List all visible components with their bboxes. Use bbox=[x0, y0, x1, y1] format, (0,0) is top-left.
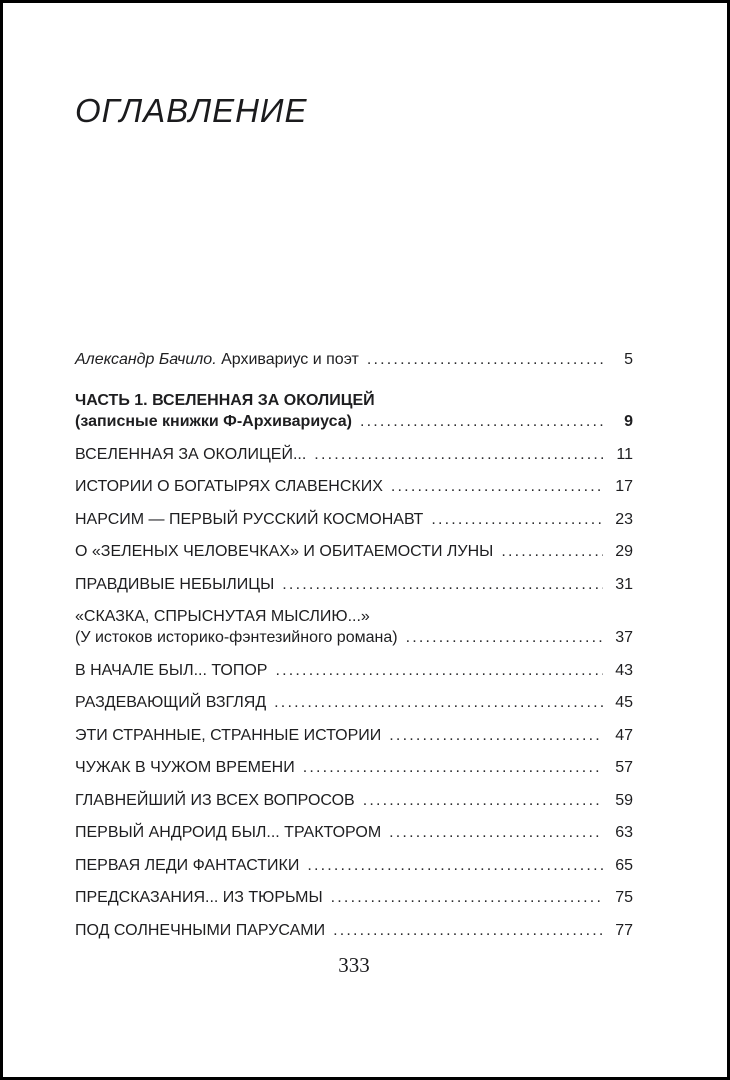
toc-entry-line bbox=[75, 390, 633, 411]
toc-entry-page-number: 77 bbox=[615, 921, 633, 939]
toc-entry-subtitle: Архивариус и поэт bbox=[216, 351, 359, 368]
dotted-leader bbox=[431, 509, 603, 530]
toc-entry-page-number: 17 bbox=[615, 478, 633, 495]
dotted-leader bbox=[501, 541, 603, 562]
toc-entry-title: ЭТИ СТРАННЫЕ, СТРАННЫЕ ИСТОРИИ bbox=[75, 726, 382, 744]
dotted-leader bbox=[367, 349, 603, 370]
toc-entry-line bbox=[75, 660, 633, 681]
toc-entry-line bbox=[75, 920, 633, 941]
toc-entry bbox=[75, 692, 633, 713]
toc-entry-page-number: 45 bbox=[615, 694, 633, 711]
toc-entry-title: ВСЕЛЕННАЯ ЗА ОКОЛИЦЕЙ... bbox=[75, 445, 307, 463]
content-column bbox=[75, 3, 633, 978]
toc-entry-line bbox=[75, 476, 633, 497]
toc-entry-line bbox=[75, 574, 633, 595]
dotted-leader bbox=[275, 660, 603, 681]
toc-entry-author: Александр Бачило. bbox=[75, 351, 217, 368]
toc-entry-title: ЧАСТЬ 1. ВСЕЛЕННАЯ ЗА ОКОЛИЦЕЙ bbox=[75, 392, 375, 409]
dotted-leader bbox=[406, 627, 603, 648]
toc-entry bbox=[75, 444, 633, 465]
dotted-leader bbox=[314, 444, 603, 465]
toc-entry-title: ИСТОРИИ О БОГАТЫРЯХ СЛАВЕНСКИХ bbox=[75, 478, 383, 495]
toc-entry bbox=[75, 660, 633, 681]
toc-entry-page-number: 23 bbox=[615, 510, 633, 528]
dotted-leader bbox=[303, 757, 603, 778]
dotted-leader bbox=[389, 725, 603, 746]
page-number: 333 bbox=[338, 952, 370, 977]
dotted-leader bbox=[363, 790, 603, 811]
toc-entry-page-number: 9 bbox=[624, 413, 633, 430]
toc-entry-title: НАРСИМ — ПЕРВЫЙ РУССКИЙ КОСМОНАВТ bbox=[75, 510, 424, 528]
toc-entry-title: РАЗДЕВАЮЩИЙ ВЗГЛЯД bbox=[75, 694, 267, 711]
dotted-leader bbox=[282, 574, 603, 595]
dotted-leader bbox=[274, 692, 603, 713]
page-title: ОГЛАВЛЕНИЕ bbox=[75, 92, 308, 129]
toc-entry-line bbox=[75, 349, 633, 370]
toc-entry bbox=[75, 541, 633, 562]
toc-entry-title: ПОД СОЛНЕЧНЫМИ ПАРУСАМИ bbox=[75, 921, 326, 939]
dotted-leader bbox=[333, 920, 603, 941]
dotted-leader bbox=[389, 822, 603, 843]
dotted-leader bbox=[360, 411, 603, 432]
toc-entry-title: ЧУЖАК В ЧУЖОМ ВРЕМЕНИ bbox=[75, 759, 295, 776]
toc-entry-page-number: 31 bbox=[615, 575, 633, 593]
toc-entry-title: ПРАВДИВЫЕ НЕБЫЛИЦЫ bbox=[75, 575, 275, 593]
toc-entry-page-number: 37 bbox=[615, 629, 633, 646]
toc-entry bbox=[75, 606, 633, 648]
toc-entry bbox=[75, 920, 633, 941]
toc-entry-line bbox=[75, 790, 633, 811]
toc-entry-line bbox=[75, 725, 633, 746]
toc-entry bbox=[75, 725, 633, 746]
toc-entry-line bbox=[75, 887, 633, 908]
toc-entry-line bbox=[75, 627, 633, 648]
toc-entry-page-number: 63 bbox=[615, 824, 633, 841]
toc-entry-line bbox=[75, 757, 633, 778]
toc-entry-title: (У истоков историко-фэнтезийного романа) bbox=[75, 629, 398, 646]
toc-entry-title: ПЕРВЫЙ АНДРОИД БЫЛ... ТРАКТОРОМ bbox=[75, 824, 382, 841]
toc-entry bbox=[75, 390, 633, 432]
toc-entry-page-number: 29 bbox=[615, 543, 633, 560]
toc-entry-line bbox=[75, 855, 633, 876]
toc-entry-page-number: 57 bbox=[615, 759, 633, 776]
toc-entry-page-number: 11 bbox=[616, 445, 633, 463]
toc-entry-line bbox=[75, 692, 633, 713]
toc-entry-line bbox=[75, 606, 633, 627]
toc-entry bbox=[75, 855, 633, 876]
toc-entry bbox=[75, 822, 633, 843]
toc-entry-title: «СКАЗКА, СПРЫСНУТАЯ МЫСЛИЮ...» bbox=[75, 608, 370, 625]
toc-entry bbox=[75, 887, 633, 908]
toc-entry-page-number: 65 bbox=[615, 856, 633, 874]
toc-entry-page-number: 43 bbox=[615, 661, 633, 679]
toc-entry bbox=[75, 476, 633, 497]
toc-entry bbox=[75, 509, 633, 530]
toc-entry bbox=[75, 757, 633, 778]
toc-entry-title: ГЛАВНЕЙШИЙ ИЗ ВСЕХ ВОПРОСОВ bbox=[75, 791, 355, 809]
toc-entry-line bbox=[75, 509, 633, 530]
toc-entry-line bbox=[75, 822, 633, 843]
toc-entry-line bbox=[75, 444, 633, 465]
dotted-leader bbox=[331, 887, 603, 908]
toc-entry-title: В НАЧАЛЕ БЫЛ... ТОПОР bbox=[75, 661, 268, 679]
toc-entry-page-number: 47 bbox=[615, 726, 633, 744]
toc-entry-page-number: 5 bbox=[624, 351, 633, 368]
toc-entry-line bbox=[75, 411, 633, 432]
dotted-leader bbox=[307, 855, 603, 876]
toc-entry-title: ПЕРВАЯ ЛЕДИ ФАНТАСТИКИ bbox=[75, 856, 300, 874]
toc-entry bbox=[75, 349, 633, 370]
toc-entry-title: (записные книжки Ф-Архивариуса) bbox=[75, 413, 352, 430]
toc-entry bbox=[75, 574, 633, 595]
toc-entry-page-number: 75 bbox=[615, 889, 633, 906]
toc-entry bbox=[75, 790, 633, 811]
toc-entry-line bbox=[75, 541, 633, 562]
toc-entry-title: О «ЗЕЛЕНЫХ ЧЕЛОВЕЧКАХ» И ОБИТАЕМОСТИ ЛУНЫ bbox=[75, 543, 494, 560]
toc-entry-title bbox=[75, 349, 359, 370]
dotted-leader bbox=[391, 476, 603, 497]
toc-entry-page-number: 59 bbox=[615, 791, 633, 809]
toc-entry-title: ПРЕДСКАЗАНИЯ... ИЗ ТЮРЬМЫ bbox=[75, 889, 323, 906]
toc-list bbox=[75, 349, 633, 941]
